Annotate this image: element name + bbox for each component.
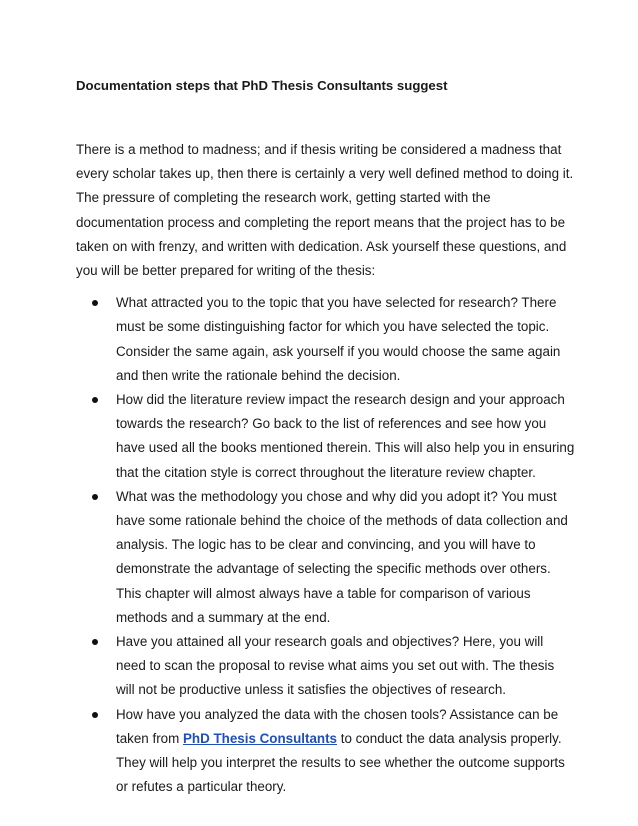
bullet-icon bbox=[92, 494, 98, 500]
list-item bbox=[76, 630, 576, 703]
list-item-text: What was the methodology you chose and why did you adopt it? You must have some rationale behind the choice of the methods of data collection and analysis. The logic has to be clear and convincing, and you will have to demonstrate the advantage of selecting the specific methods over others. This chapter will almost always have a table for comparison of various methods and a summary at the end. bbox=[116, 488, 568, 625]
bullet-icon bbox=[92, 300, 98, 306]
list-item-text: Have you attained all your research goals and objectives? Here, you will need to scan the proposal to revise what aims you set out with. The thesis will not be productive unless it satisfies the objectives of research. bbox=[116, 634, 555, 698]
intro-paragraph: There is a method to madness; and if thesis writing be considered a madness that every scholar takes up, then there is certainly a very well defined method to doing it. The pressure of completing the research work, getting started with the documentation process and completing the report means that the project has to be taken on with frenzy, and written with dedication. Ask yourself these questions, and you will be better prepared for writing of the thesis: bbox=[76, 142, 574, 279]
list-item-text: How did the literature review impact the research design and your approach towards the research? Go back to the list of references and see how you have used all the books mentioned therein. This will also help you in ensuring that the citation style is correct throughout the literature review chapter. bbox=[116, 392, 575, 480]
list-item-text-after: to conduct the data analysis properly. They will help you interpret the results to see whether the outcome supports or refutes a particular theory. bbox=[116, 730, 565, 795]
document-title: Documentation steps that PhD Thesis Consultants suggest bbox=[76, 78, 448, 93]
list-item bbox=[76, 388, 576, 485]
list-item bbox=[76, 485, 576, 630]
list-item-text-before: How have you analyzed the data with the chosen tools? Assistance can be taken from bbox=[116, 706, 559, 746]
bullet-icon bbox=[92, 639, 98, 645]
bullet-icon bbox=[92, 397, 98, 403]
list-item-text: What attracted you to the topic that you have selected for research? There must be some distinguishing factor for which you have selected the topic. Consider the same again, ask yourself if you would choose the same again and then write the rationale behind the decision. bbox=[116, 295, 561, 383]
list-item bbox=[76, 291, 576, 388]
document-page bbox=[76, 76, 576, 799]
bullet-icon bbox=[92, 712, 98, 718]
list-item bbox=[76, 703, 576, 800]
phd-thesis-consultants-link[interactable]: PhD Thesis Consultants bbox=[182, 730, 337, 746]
question-list bbox=[76, 291, 576, 799]
